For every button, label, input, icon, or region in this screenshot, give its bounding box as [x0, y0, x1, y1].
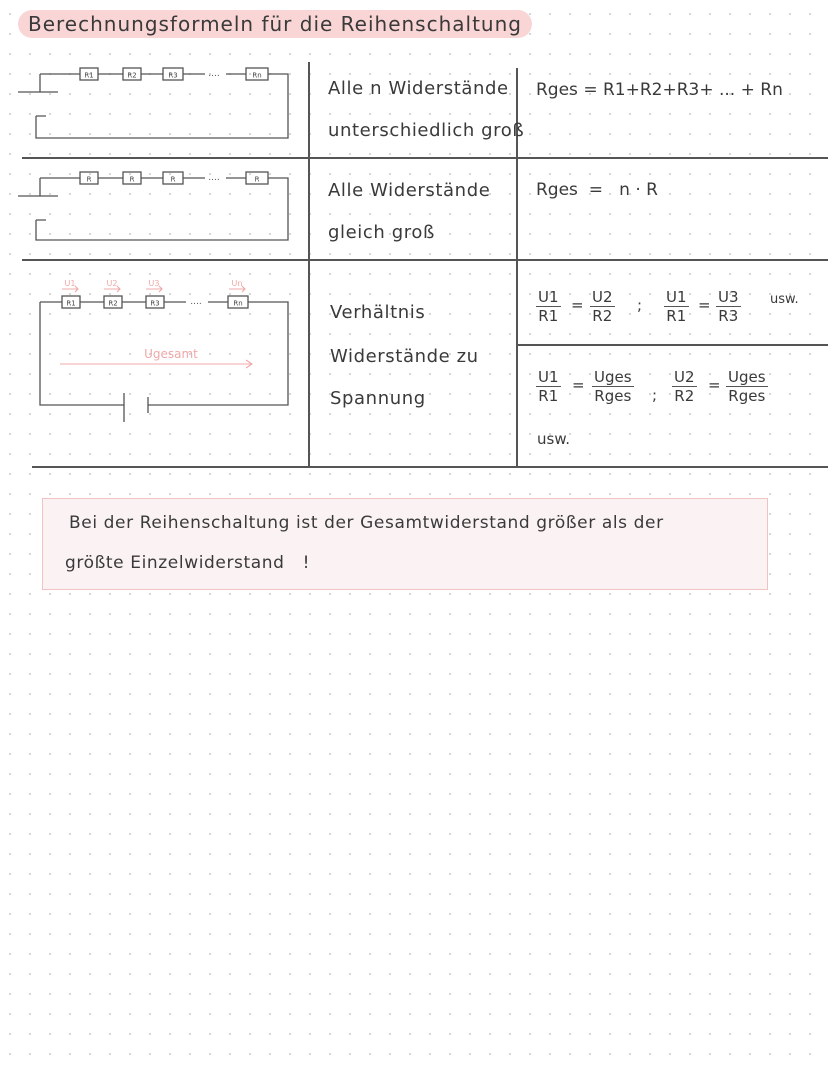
voltage-label: U3: [148, 279, 160, 288]
fraction: [536, 368, 561, 405]
row-divider-2: [22, 259, 828, 261]
resistor-label: R: [170, 175, 176, 184]
circuit-diagram-equal-resistors: [0, 164, 300, 254]
fraction: [590, 288, 615, 325]
resistor-label: R1: [66, 299, 76, 308]
fraction: [726, 368, 768, 405]
row3-description-line3: Spannung: [330, 388, 426, 409]
formula-product: Rges = n · R: [536, 180, 658, 200]
fraction-numerator: U3: [718, 288, 739, 306]
fraction-denominator: Rges: [594, 387, 632, 405]
fraction: [536, 288, 561, 325]
column-divider-1: [308, 62, 310, 467]
ellipsis: ....: [208, 69, 220, 79]
equals-sign: =: [708, 376, 721, 394]
resistor-label: Rn: [252, 71, 262, 80]
equals-sign: =: [571, 296, 584, 314]
etc-label: usw.: [770, 292, 799, 307]
separator: ;: [637, 296, 643, 314]
total-voltage-label: Ugesamt: [144, 347, 198, 361]
voltage-label: U2: [106, 279, 118, 288]
fraction-denominator: R2: [674, 387, 695, 405]
fraction: [716, 288, 741, 325]
resistor-label: R1: [84, 71, 94, 80]
fraction: [592, 368, 634, 405]
ellipsis: ....: [208, 173, 220, 183]
fraction-numerator: U1: [666, 288, 687, 306]
fraction-denominator: R1: [666, 307, 687, 325]
ellipsis: ....: [190, 297, 202, 307]
circuit-diagram-different-resistors: [0, 60, 300, 150]
table-bottom-line: [32, 466, 828, 468]
voltage-label: U1: [64, 279, 76, 288]
resistor-label: R2: [108, 299, 118, 308]
row3-description-line1: Verhältnis: [330, 302, 426, 323]
etc-label: usw.: [537, 430, 570, 448]
resistor-label: Rn: [233, 299, 243, 308]
note-line-1: Bei der Reihenschaltung ist der Gesamtwiderstand größer als der: [69, 513, 664, 533]
fraction: [672, 368, 697, 405]
separator: ;: [652, 386, 658, 404]
page-title: Berechnungsformeln für die Reihenschaltung: [18, 10, 532, 38]
row-divider-1: [22, 157, 828, 159]
fraction-numerator: U2: [592, 288, 613, 306]
resistor-label: R: [86, 175, 92, 184]
equals-sign: =: [698, 296, 711, 314]
fraction-denominator: R2: [592, 307, 613, 325]
formula-divider: [516, 344, 828, 346]
resistor-label: R: [254, 175, 260, 184]
fraction-numerator: U2: [674, 368, 695, 386]
resistor-label: R3: [150, 299, 160, 308]
fraction-numerator: U1: [538, 288, 559, 306]
fraction-denominator: R3: [718, 307, 739, 325]
row1-description-line1: Alle n Widerstände: [328, 78, 509, 99]
fraction-numerator: Uges: [728, 368, 766, 386]
row2-description-line2: gleich groß: [328, 222, 435, 243]
resistor-label: R2: [127, 71, 137, 80]
formula-sum: Rges = R1+R2+R3+ ... + Rn: [536, 80, 783, 100]
fraction-denominator: Rges: [728, 387, 766, 405]
fraction: [664, 288, 689, 325]
circuit-diagram-voltages: [0, 276, 300, 436]
row2-description-line1: Alle Widerstände: [328, 180, 491, 201]
row3-description-line2: Widerstände zu: [330, 346, 479, 367]
note-box: [42, 498, 768, 590]
fraction-denominator: R1: [538, 387, 559, 405]
equals-sign: =: [572, 376, 585, 394]
fraction-numerator: Uges: [594, 368, 632, 386]
voltage-label: Un: [231, 279, 243, 288]
fraction-numerator: U1: [538, 368, 559, 386]
fraction-denominator: R1: [538, 307, 559, 325]
note-line-2: größte Einzelwiderstand !: [65, 553, 310, 573]
resistor-label: R3: [168, 71, 178, 80]
resistor-label: R: [129, 175, 135, 184]
row1-description-line2: unterschiedlich groß: [328, 120, 525, 141]
